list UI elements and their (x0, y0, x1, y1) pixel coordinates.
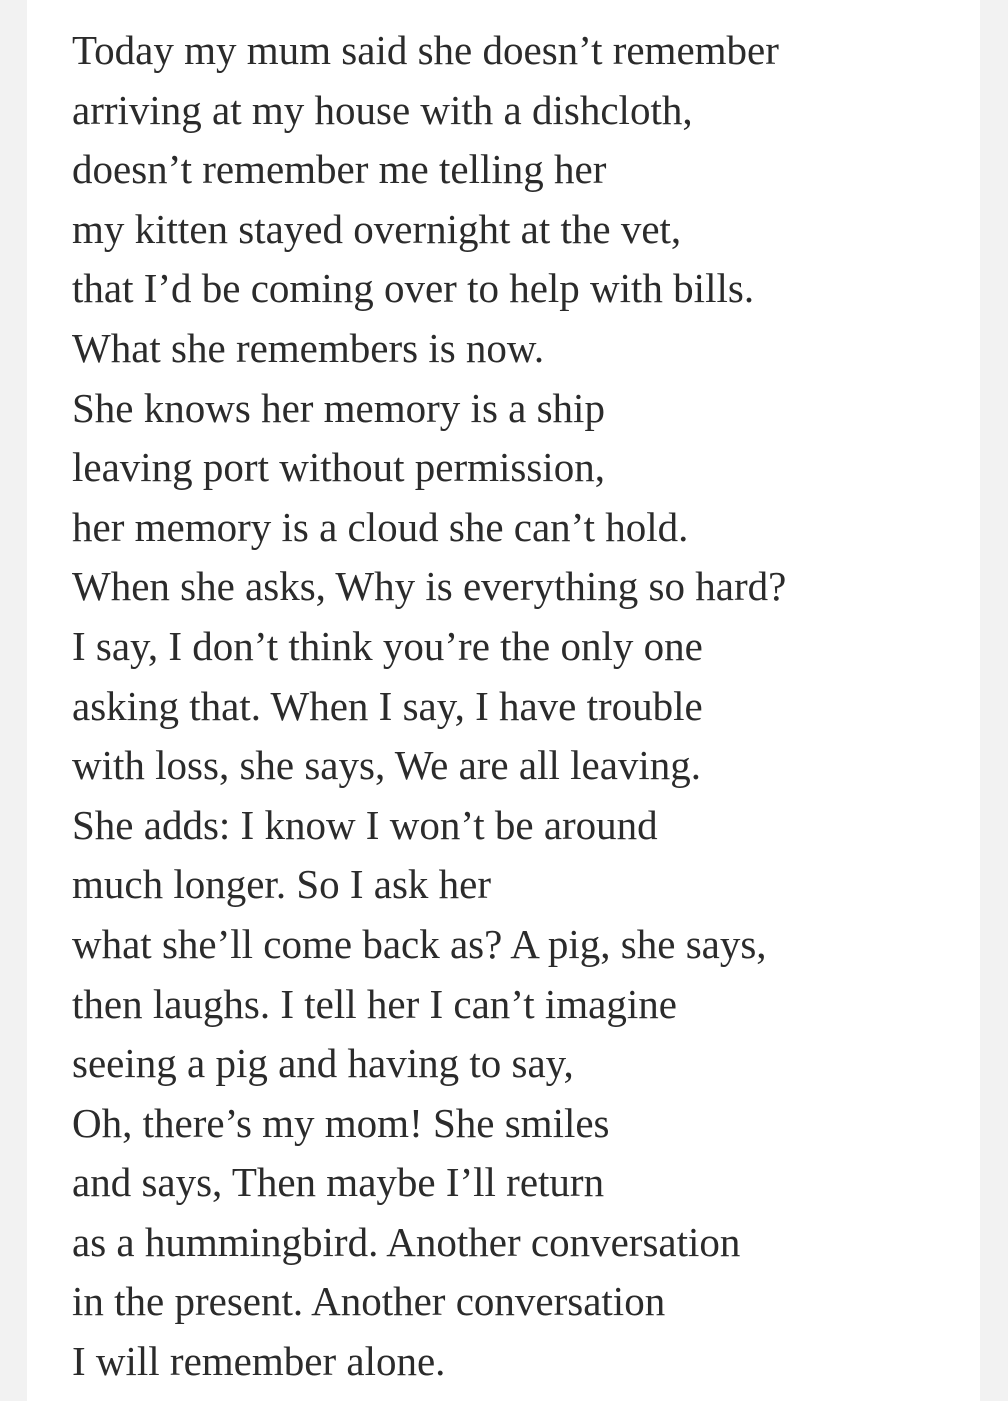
poem-line: Today my mum said she doesn’t remember (72, 27, 779, 73)
poem-line: I say, I don’t think you’re the only one (72, 622, 703, 669)
poem-line: her memory is a cloud she can’t hold. (72, 503, 689, 550)
poem-line: She adds: I know I won’t be around (72, 801, 658, 848)
poem-text (72, 21, 786, 1392)
poem-line: seeing a pig and having to say, (72, 1040, 574, 1087)
poem-line: When she asks, Why is everything so hard? (72, 563, 787, 610)
poem-line: What she remembers is now. (72, 324, 545, 371)
poem-line: with loss, she says, We are all leaving. (72, 742, 702, 789)
page-card (27, 0, 980, 1401)
poem-line: doesn’t remember me telling her (72, 146, 607, 193)
poem-line: She knows her memory is a ship (72, 384, 605, 431)
poem-line: much longer. So I ask her (72, 861, 492, 908)
poem-line: and says, Then maybe I’ll return (72, 1159, 605, 1206)
poem-line: in the present. Another conversation (72, 1278, 666, 1325)
poem-line: Oh, there’s my mom! She smiles (72, 1099, 610, 1146)
poem-line: then laughs. I tell her I can’t imagine (72, 980, 677, 1027)
poem-line: that I’d be coming over to help with bills. (72, 265, 755, 312)
poem-line: I will remember alone. (72, 1338, 446, 1385)
poem-line: as a hummingbird. Another conversation (72, 1218, 741, 1265)
poem-line: arriving at my house with a dishcloth, (72, 86, 693, 133)
poem-line: my kitten stayed overnight at the vet, (72, 205, 682, 252)
poem-line: asking that. When I say, I have trouble (72, 682, 703, 729)
poem-line: leaving port without permission, (72, 444, 605, 491)
poem-line: what she’ll come back as? A pig, she says, (72, 920, 767, 967)
